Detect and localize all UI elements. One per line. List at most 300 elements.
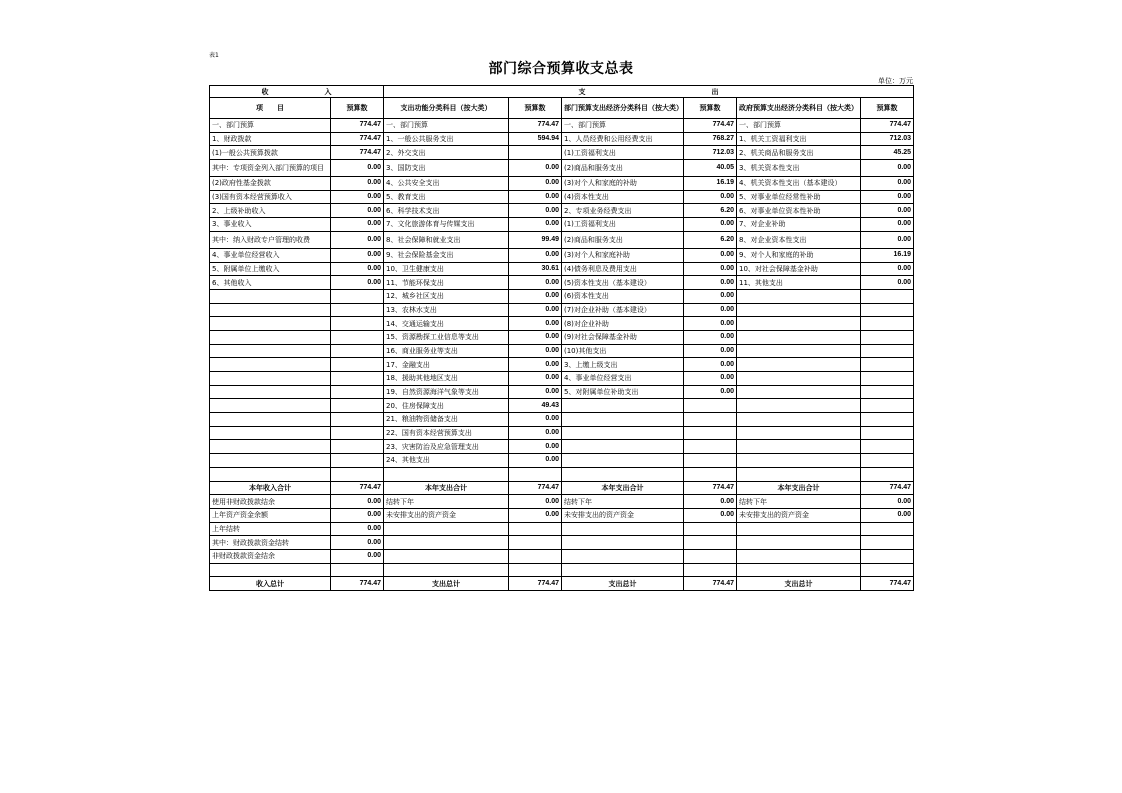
income-amount-cell (331, 372, 384, 386)
dept-econ-amount-cell: 768.27 (684, 132, 737, 146)
dept-econ-item-cell: (4)债务利息及费用支出 (562, 262, 684, 276)
page-title: 部门综合预算收支总表 (488, 61, 634, 77)
dept-econ-amount-cell (684, 399, 737, 413)
func-amount-cell: 0.00 (509, 508, 562, 522)
unit-label: 单位：万元 (878, 77, 913, 85)
grand-total-row (210, 577, 914, 591)
func-item-cell: 24、其他支出 (384, 454, 509, 468)
func-amount-cell: 0.00 (509, 303, 562, 317)
gov-econ-total-label: 本年支出合计 (737, 481, 861, 495)
gov-econ-item-cell (737, 330, 861, 344)
dept-econ-item-cell (562, 549, 684, 563)
gov-econ-amount-cell: 0.00 (861, 508, 914, 522)
col-header-func: 支出功能分类科目（按大类） (384, 98, 509, 119)
income-item-cell: (1)一般公共预算拨款 (210, 146, 331, 160)
func-amount-cell: 0.00 (509, 317, 562, 331)
gov-econ-item-cell (737, 563, 861, 577)
gov-econ-amount-cell: 0.00 (861, 495, 914, 509)
table-row (210, 330, 914, 344)
func-item-cell: 19、自然资源海洋气象等支出 (384, 385, 509, 399)
dept-econ-amount-cell (684, 413, 737, 427)
col-header-budget: 预算数 (684, 98, 737, 119)
dept-econ-amount-cell: 774.47 (684, 119, 737, 133)
dept-econ-item-cell: (9)对社会保障基金补助 (562, 330, 684, 344)
gov-econ-amount-cell: 774.47 (861, 119, 914, 133)
func-amount-cell: 0.00 (509, 495, 562, 509)
table-row (210, 303, 914, 317)
table-row (210, 190, 914, 204)
gov-econ-amount-cell: 0.00 (861, 262, 914, 276)
table-row (210, 358, 914, 372)
func-item-cell: 18、援助其他地区支出 (384, 372, 509, 386)
dept-econ-item-cell (562, 399, 684, 413)
dept-econ-amount-cell: 0.00 (684, 248, 737, 262)
func-item-cell: 12、城乡社区支出 (384, 289, 509, 303)
table-row (210, 119, 914, 133)
func-total-label: 本年支出合计 (384, 481, 509, 495)
income-amount-cell: 0.00 (331, 190, 384, 204)
table-row (210, 160, 914, 177)
dept-econ-amount-cell: 0.00 (684, 218, 737, 232)
gov-econ-amount-cell: 0.00 (861, 160, 914, 177)
income-amount-cell: 0.00 (331, 536, 384, 550)
income-amount-cell (331, 303, 384, 317)
income-section-header: 收 入 (210, 86, 384, 98)
dept-econ-item-cell (562, 563, 684, 577)
dept-econ-item-cell: (3)对个人和家庭的补助 (562, 177, 684, 191)
func-item-cell (384, 467, 509, 481)
func-amount-cell (509, 467, 562, 481)
func-item-cell: 14、交通运输支出 (384, 317, 509, 331)
dept-econ-item-cell: (6)资本性支出 (562, 289, 684, 303)
func-item-cell: 17、金融支出 (384, 358, 509, 372)
func-item-cell (384, 563, 509, 577)
func-item-cell: 9、社会保险基金支出 (384, 248, 509, 262)
income-item-cell (210, 317, 331, 331)
func-amount-cell: 0.00 (509, 218, 562, 232)
gov-econ-amount-cell (861, 289, 914, 303)
gov-econ-item-cell: 3、机关资本性支出 (737, 160, 861, 177)
gov-econ-item-cell: 2、机关商品和服务支出 (737, 146, 861, 160)
income-amount-cell (331, 440, 384, 454)
income-amount-cell: 0.00 (331, 549, 384, 563)
dept-econ-amount-cell (684, 549, 737, 563)
dept-econ-item-cell: (1)工资福利支出 (562, 146, 684, 160)
dept-econ-amount-cell (684, 563, 737, 577)
table-row (210, 204, 914, 218)
func-item-cell: 结转下年 (384, 495, 509, 509)
func-item-cell: 10、卫生健康支出 (384, 262, 509, 276)
gov-econ-item-cell: 4、机关资本性支出（基本建设） (737, 177, 861, 191)
income-item-cell (210, 563, 331, 577)
func-amount-cell: 0.00 (509, 372, 562, 386)
gov-econ-amount-cell (861, 536, 914, 550)
table-row (210, 177, 914, 191)
func-amount-cell: 0.00 (509, 426, 562, 440)
func-item-cell: 23、灾害防治及应急管理支出 (384, 440, 509, 454)
func-amount-cell: 0.00 (509, 330, 562, 344)
income-amount-cell: 0.00 (331, 218, 384, 232)
gov-econ-item-cell (737, 413, 861, 427)
func-amount-cell: 0.00 (509, 204, 562, 218)
func-item-cell: 7、文化旅游体育与传媒支出 (384, 218, 509, 232)
table-row (210, 440, 914, 454)
income-item-cell (210, 454, 331, 468)
dept-econ-item-cell: 3、上缴上级支出 (562, 358, 684, 372)
dept-econ-item-cell: (10)其他支出 (562, 344, 684, 358)
year-total-row (210, 481, 914, 495)
income-item-cell: 3、事业收入 (210, 218, 331, 232)
table-row (210, 522, 914, 536)
gov-econ-item-cell: 5、对事业单位经常性补助 (737, 190, 861, 204)
dept-econ-amount-cell: 0.00 (684, 317, 737, 331)
func-item-cell (384, 549, 509, 563)
func-amount-cell: 0.00 (509, 358, 562, 372)
func-item-cell: 5、教育支出 (384, 190, 509, 204)
dept-econ-total-label: 支出总计 (562, 577, 684, 591)
func-amount-cell: 0.00 (509, 413, 562, 427)
income-amount-cell (331, 344, 384, 358)
gov-econ-amount-cell (861, 399, 914, 413)
dept-econ-item-cell: (2)商品和服务支出 (562, 231, 684, 248)
dept-econ-total-label: 本年支出合计 (562, 481, 684, 495)
dept-econ-amount-cell: 0.00 (684, 303, 737, 317)
table-row (210, 549, 914, 563)
income-item-cell (210, 289, 331, 303)
income-item-cell: 其中：专项资金列入部门预算的项目 (210, 160, 331, 177)
table-row (210, 454, 914, 468)
table-row (210, 508, 914, 522)
gov-econ-amount-cell: 0.00 (861, 190, 914, 204)
col-header-budget: 预算数 (331, 98, 384, 119)
dept-econ-item-cell: 一、部门预算 (562, 119, 684, 133)
income-amount-cell (331, 330, 384, 344)
func-item-cell: 6、科学技术支出 (384, 204, 509, 218)
dept-econ-total-amount: 774.47 (684, 481, 737, 495)
dept-econ-amount-cell (684, 454, 737, 468)
table-row (210, 218, 914, 232)
gov-econ-item-cell: 10、对社会保障基金补助 (737, 262, 861, 276)
table-row (210, 385, 914, 399)
col-header-budget: 预算数 (509, 98, 562, 119)
dept-econ-item-cell (562, 440, 684, 454)
dept-econ-amount-cell: 0.00 (684, 358, 737, 372)
gov-econ-item-cell (737, 549, 861, 563)
gov-econ-amount-cell: 0.00 (861, 218, 914, 232)
table-row (210, 231, 914, 248)
func-amount-cell (509, 146, 562, 160)
table-row (210, 399, 914, 413)
func-amount-cell: 774.47 (509, 119, 562, 133)
gov-econ-amount-cell (861, 454, 914, 468)
gov-econ-item-cell: 11、其他支出 (737, 276, 861, 290)
gov-econ-item-cell: 结转下年 (737, 495, 861, 509)
func-amount-cell: 49.43 (509, 399, 562, 413)
income-item-cell: 6、其他收入 (210, 276, 331, 290)
income-amount-cell: 774.47 (331, 132, 384, 146)
income-item-cell: 使用非财政拨款结余 (210, 495, 331, 509)
gov-econ-amount-cell: 0.00 (861, 204, 914, 218)
income-amount-cell: 0.00 (331, 204, 384, 218)
dept-econ-item-cell (562, 413, 684, 427)
income-amount-cell: 0.00 (331, 160, 384, 177)
gov-econ-item-cell (737, 317, 861, 331)
income-item-cell: 一、部门预算 (210, 119, 331, 133)
col-header-item: 项 目 (210, 98, 331, 119)
gov-econ-amount-cell: 712.03 (861, 132, 914, 146)
func-item-cell: 4、公共安全支出 (384, 177, 509, 191)
income-item-cell: (3)国有资本经营预算收入 (210, 190, 331, 204)
income-total-label: 收入总计 (210, 577, 331, 591)
gov-econ-item-cell (737, 372, 861, 386)
dept-econ-amount-cell: 712.03 (684, 146, 737, 160)
func-total-label: 支出总计 (384, 577, 509, 591)
income-item-cell (210, 426, 331, 440)
budget-table (209, 85, 914, 591)
gov-econ-amount-cell (861, 385, 914, 399)
income-total-amount: 774.47 (331, 577, 384, 591)
gov-econ-amount-cell (861, 303, 914, 317)
gov-econ-item-cell: 9、对个人和家庭的补助 (737, 248, 861, 262)
income-amount-cell (331, 563, 384, 577)
income-item-cell: 1、财政拨款 (210, 132, 331, 146)
income-item-cell (210, 358, 331, 372)
func-amount-cell: 0.00 (509, 190, 562, 204)
income-item-cell (210, 303, 331, 317)
gov-econ-item-cell (737, 344, 861, 358)
gov-econ-amount-cell: 16.19 (861, 248, 914, 262)
income-item-cell (210, 467, 331, 481)
income-amount-cell: 0.00 (331, 248, 384, 262)
func-amount-cell: 0.00 (509, 248, 562, 262)
dept-econ-item-cell: (2)商品和服务支出 (562, 160, 684, 177)
func-item-cell: 11、节能环保支出 (384, 276, 509, 290)
income-item-cell: 上年结转 (210, 522, 331, 536)
gov-econ-amount-cell (861, 549, 914, 563)
dept-econ-item-cell: (4)资本性支出 (562, 190, 684, 204)
func-amount-cell: 0.00 (509, 385, 562, 399)
func-total-amount: 774.47 (509, 577, 562, 591)
gov-econ-item-cell (737, 426, 861, 440)
func-amount-cell: 0.00 (509, 160, 562, 177)
func-item-cell: 3、国防支出 (384, 160, 509, 177)
func-amount-cell (509, 549, 562, 563)
func-item-cell: 22、国有资本经营预算支出 (384, 426, 509, 440)
income-item-cell (210, 413, 331, 427)
dept-econ-item-cell: 未安排支出的资产资金 (562, 508, 684, 522)
income-amount-cell (331, 426, 384, 440)
gov-econ-total-label: 支出总计 (737, 577, 861, 591)
income-item-cell: 上年资产资金余额 (210, 508, 331, 522)
func-amount-cell: 0.00 (509, 440, 562, 454)
gov-econ-amount-cell (861, 413, 914, 427)
func-amount-cell: 0.00 (509, 289, 562, 303)
income-item-cell (210, 372, 331, 386)
dept-econ-amount-cell: 40.05 (684, 160, 737, 177)
dept-econ-item-cell (562, 426, 684, 440)
dept-econ-amount-cell: 6.20 (684, 231, 737, 248)
dept-econ-item-cell: 结转下年 (562, 495, 684, 509)
gov-econ-amount-cell (861, 330, 914, 344)
func-amount-cell: 0.00 (509, 454, 562, 468)
table-row (210, 317, 914, 331)
dept-econ-amount-cell: 16.19 (684, 177, 737, 191)
gov-econ-amount-cell (861, 440, 914, 454)
section-header-row (210, 86, 914, 98)
table-row (210, 289, 914, 303)
income-item-cell: 其中：财政拨款资金结转 (210, 536, 331, 550)
gov-econ-total-amount: 774.47 (861, 481, 914, 495)
table-row (210, 276, 914, 290)
func-item-cell: 15、资源勘探工业信息等支出 (384, 330, 509, 344)
func-amount-cell: 0.00 (509, 177, 562, 191)
income-amount-cell: 774.47 (331, 146, 384, 160)
income-amount-cell: 0.00 (331, 276, 384, 290)
gov-econ-amount-cell (861, 358, 914, 372)
income-item-cell: 其中：纳入财政专户管理的收费 (210, 231, 331, 248)
table-number: 表1 (209, 52, 219, 59)
gov-econ-amount-cell: 0.00 (861, 177, 914, 191)
dept-econ-amount-cell: 0.00 (684, 344, 737, 358)
func-amount-cell: 0.00 (509, 276, 562, 290)
gov-econ-item-cell: 6、对事业单位资本性补助 (737, 204, 861, 218)
income-item-cell: (2)政府性基金拨款 (210, 177, 331, 191)
table-row (210, 563, 914, 577)
dept-econ-item-cell (562, 467, 684, 481)
dept-econ-amount-cell: 0.00 (684, 289, 737, 303)
gov-econ-item-cell (737, 522, 861, 536)
gov-econ-amount-cell (861, 522, 914, 536)
gov-econ-item-cell (737, 467, 861, 481)
income-item-cell: 5、附属单位上缴收入 (210, 262, 331, 276)
dept-econ-item-cell (562, 536, 684, 550)
gov-econ-item-cell: 7、对企业补助 (737, 218, 861, 232)
income-amount-cell (331, 317, 384, 331)
dept-econ-item-cell (562, 454, 684, 468)
func-amount-cell (509, 522, 562, 536)
gov-econ-item-cell: 未安排支出的资产资金 (737, 508, 861, 522)
gov-econ-amount-cell: 0.00 (861, 231, 914, 248)
dept-econ-amount-cell: 0.00 (684, 190, 737, 204)
gov-econ-amount-cell: 0.00 (861, 276, 914, 290)
income-amount-cell (331, 399, 384, 413)
income-amount-cell (331, 454, 384, 468)
table-row (210, 413, 914, 427)
gov-econ-item-cell: 1、机关工资福利支出 (737, 132, 861, 146)
dept-econ-amount-cell: 6.20 (684, 204, 737, 218)
func-item-cell (384, 536, 509, 550)
func-item-cell: 一、部门预算 (384, 119, 509, 133)
dept-econ-item-cell: 2、专项业务经费支出 (562, 204, 684, 218)
gov-econ-item-cell (737, 385, 861, 399)
income-total-label: 本年收入合计 (210, 481, 331, 495)
dept-econ-total-amount: 774.47 (684, 577, 737, 591)
table-row (210, 426, 914, 440)
income-amount-cell (331, 385, 384, 399)
income-amount-cell: 0.00 (331, 262, 384, 276)
func-amount-cell: 594.94 (509, 132, 562, 146)
income-total-amount: 774.47 (331, 481, 384, 495)
dept-econ-amount-cell: 0.00 (684, 262, 737, 276)
func-item-cell: 13、农林水支出 (384, 303, 509, 317)
func-item-cell: 1、一般公共服务支出 (384, 132, 509, 146)
income-item-cell (210, 330, 331, 344)
income-amount-cell: 0.00 (331, 522, 384, 536)
func-amount-cell: 0.00 (509, 344, 562, 358)
income-item-cell: 2、上级补助收入 (210, 204, 331, 218)
gov-econ-item-cell (737, 358, 861, 372)
dept-econ-item-cell (562, 522, 684, 536)
gov-econ-amount-cell (861, 563, 914, 577)
gov-econ-amount-cell (861, 372, 914, 386)
gov-econ-amount-cell: 45.25 (861, 146, 914, 160)
dept-econ-item-cell: (8)对企业补助 (562, 317, 684, 331)
dept-econ-amount-cell (684, 522, 737, 536)
dept-econ-item-cell: (7)对企业补助（基本建设） (562, 303, 684, 317)
table-row (210, 372, 914, 386)
table-row (210, 248, 914, 262)
dept-econ-item-cell: (5)资本性支出（基本建设） (562, 276, 684, 290)
func-item-cell: 未安排支出的资产资金 (384, 508, 509, 522)
gov-econ-item-cell (737, 399, 861, 413)
income-amount-cell (331, 413, 384, 427)
gov-econ-item-cell: 一、部门预算 (737, 119, 861, 133)
dept-econ-amount-cell: 0.00 (684, 276, 737, 290)
gov-econ-item-cell (737, 536, 861, 550)
income-amount-cell (331, 467, 384, 481)
dept-econ-amount-cell (684, 426, 737, 440)
income-amount-cell: 0.00 (331, 231, 384, 248)
gov-econ-amount-cell (861, 467, 914, 481)
dept-econ-amount-cell (684, 536, 737, 550)
dept-econ-item-cell: 5、对附属单位补助支出 (562, 385, 684, 399)
func-amount-cell (509, 563, 562, 577)
dept-econ-amount-cell: 0.00 (684, 330, 737, 344)
income-item-cell: 非财政拨款资金结余 (210, 549, 331, 563)
dept-econ-item-cell: (1)工资福利支出 (562, 218, 684, 232)
func-item-cell: 20、住房保障支出 (384, 399, 509, 413)
gov-econ-total-amount: 774.47 (861, 577, 914, 591)
func-item-cell: 16、商业服务业等支出 (384, 344, 509, 358)
expense-section-header: 支 出 (384, 86, 914, 98)
func-amount-cell: 30.61 (509, 262, 562, 276)
col-header-gov-econ: 政府预算支出经济分类科目（按大类） (737, 98, 861, 119)
dept-econ-item-cell: 1、人员经费和公用经费支出 (562, 132, 684, 146)
dept-econ-amount-cell: 0.00 (684, 508, 737, 522)
gov-econ-item-cell (737, 440, 861, 454)
table-row (210, 262, 914, 276)
table-row (210, 536, 914, 550)
func-item-cell (384, 522, 509, 536)
column-header-row (210, 98, 914, 119)
income-item-cell (210, 399, 331, 413)
gov-econ-amount-cell (861, 317, 914, 331)
col-header-budget: 预算数 (861, 98, 914, 119)
table-row (210, 132, 914, 146)
income-item-cell (210, 344, 331, 358)
gov-econ-amount-cell (861, 426, 914, 440)
gov-econ-item-cell (737, 454, 861, 468)
income-amount-cell: 0.00 (331, 495, 384, 509)
income-amount-cell: 774.47 (331, 119, 384, 133)
gov-econ-item-cell: 8、对企业资本性支出 (737, 231, 861, 248)
table-row (210, 495, 914, 509)
func-item-cell: 2、外交支出 (384, 146, 509, 160)
func-item-cell: 8、社会保障和就业支出 (384, 231, 509, 248)
dept-econ-amount-cell: 0.00 (684, 495, 737, 509)
dept-econ-amount-cell: 0.00 (684, 372, 737, 386)
income-amount-cell: 0.00 (331, 177, 384, 191)
